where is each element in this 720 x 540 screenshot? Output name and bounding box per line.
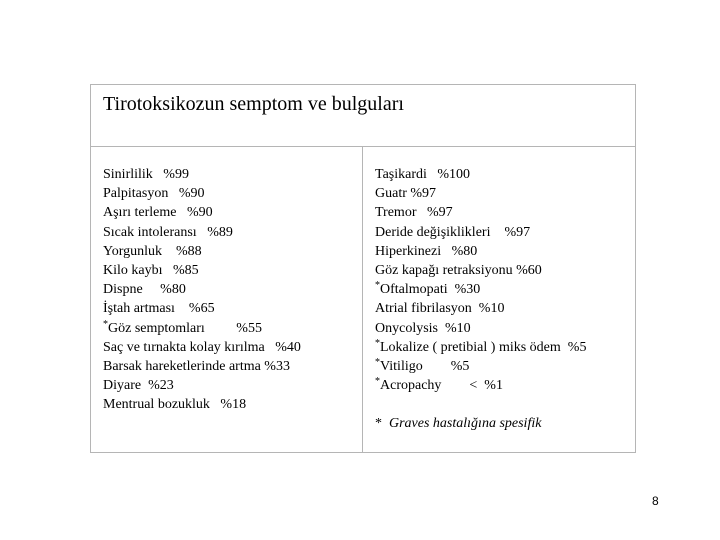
list-item [103,242,301,261]
list-item [375,242,586,261]
list-item-text: Kilo kaybı %85 [103,263,199,279]
list-item [103,376,301,395]
list-item [103,203,301,222]
list-item [375,223,586,242]
specific-marker: * [375,337,380,349]
list-item [375,280,586,299]
list-item-text: Lokalize ( pretibial ) miks ödem %5 [380,339,587,355]
list-item-text: Acropachy < %1 [380,378,503,394]
list-item-text: Hiperkinezi %80 [375,243,478,259]
list-item-text: Göz kapağı retraksiyonu %60 [375,263,542,279]
list-item-text: Oftalmopati %30 [380,282,481,298]
list-item-text: Palpitasyon %90 [103,186,205,202]
list-item [375,338,586,357]
list-item-text: Taşikardi %100 [375,167,471,182]
list-item [375,376,586,395]
column-divider [362,147,363,453]
list-item [103,395,301,414]
list-item [375,319,586,338]
list-item-text: Diyare %23 [103,378,174,394]
list-item [103,165,301,184]
specific-marker: * [375,376,380,388]
symptoms-list-right [375,165,586,395]
list-item-text: Atrial fibrilasyon %10 [375,301,505,317]
list-item-text: Barsak hareketlerinde artma %33 [103,359,290,375]
specific-marker: * [103,318,108,330]
list-item [375,203,586,222]
footnote-marker: * [375,416,382,431]
list-item [103,299,301,318]
list-item-text: Sinirlilik %99 [103,167,189,182]
list-item-text: Tremor %97 [375,205,453,221]
list-item-text: Sıcak intoleransı %89 [103,224,233,240]
list-item-text: Göz semptomları %55 [108,320,262,336]
list-item [375,184,586,203]
list-item-text: Deride değişiklikleri %97 [375,224,531,240]
list-item-text: Guatr %97 [375,186,437,202]
list-item-text: Aşırı terleme %90 [103,205,213,221]
symptoms-table [90,84,636,453]
list-item [103,338,301,357]
list-item [103,357,301,376]
list-item [375,165,586,184]
list-item [103,184,301,203]
list-item [103,280,301,299]
specific-marker: * [375,280,380,292]
symptoms-list-left [103,165,301,415]
list-item [103,223,301,242]
list-item [375,299,586,318]
list-item-text: İştah artması %65 [103,301,215,317]
list-item-text: Yorgunluk %88 [103,243,202,259]
list-item-text: Saç ve tırnakta kolay kırılma %40 [103,339,301,355]
specific-marker: * [375,357,380,369]
list-item [375,261,586,280]
table-title: Tirotoksikozun semptom ve bulguları [103,93,404,115]
list-item-text: Mentrual bozukluk %18 [103,397,247,413]
footnote-text: Graves hastalığına spesifik [389,416,542,431]
list-item [375,357,586,376]
list-item-text: Onycolysis %10 [375,320,471,336]
page-number: 8 [652,494,659,508]
list-item [103,319,301,338]
list-item-text: Vitiligo %5 [380,359,470,375]
table-header-row [91,85,635,147]
list-item-text: Dispne %80 [103,282,186,298]
footnote [375,416,541,432]
list-item [103,261,301,280]
